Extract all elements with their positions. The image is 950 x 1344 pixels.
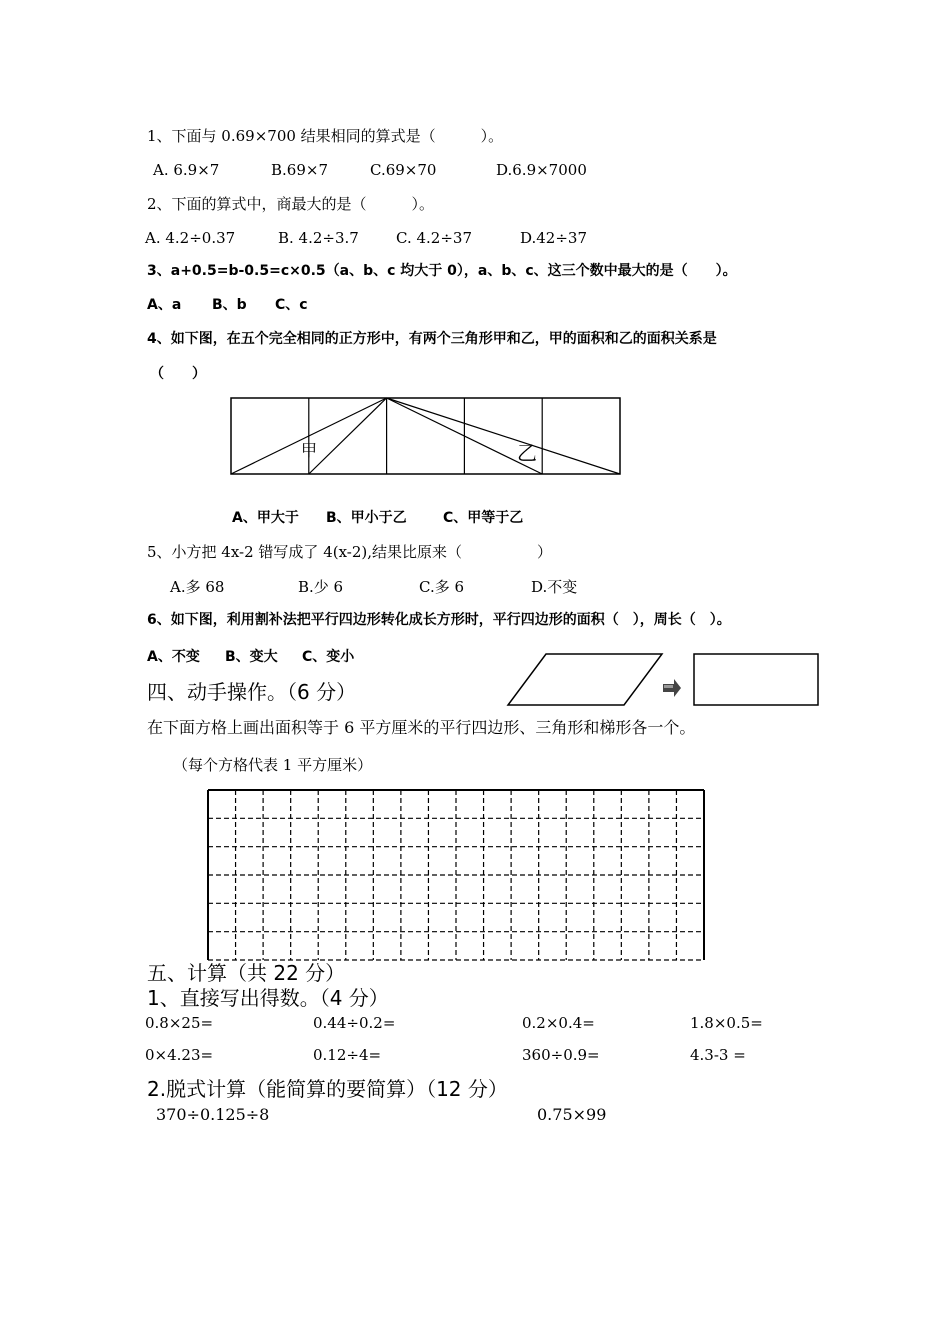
q1-option-c: C.69×70	[370, 161, 437, 179]
q3-option-a: A、a	[147, 297, 182, 313]
q2-option-d: D.42÷37	[520, 229, 588, 247]
q1-option-d: D.6.9×7000	[496, 161, 587, 179]
q5-option-c: C.多 6	[419, 578, 465, 596]
q5-option-b: B.少 6	[298, 578, 344, 596]
q4-answer-blank: （ ）	[150, 366, 206, 382]
q2-stem: 2、下面的算式中，商最大的是（ ）。	[147, 195, 435, 213]
q1-option-a: A. 6.9×7	[153, 161, 220, 179]
q6-option-b: B、变大	[225, 649, 278, 665]
section4-note: （每个方格代表 1 平方厘米）	[173, 756, 373, 774]
section4-instruction: 在下面方格上画出面积等于 6 平方厘米的平行四边形、三角形和梯形各一个。	[147, 718, 696, 737]
q1-option-b: B.69×7	[271, 161, 328, 179]
q3-stem: 3、a+0.5=b-0.5=c×0.5（a、b、c 均大于 0），a、b、c、这三个数中最大的是（ ）。	[147, 263, 737, 279]
section5-part2-title: 2.脱式计算（能简算的要简算）（12 分）	[147, 1077, 508, 1101]
section4-title: 四、动手操作。（6 分）	[147, 680, 357, 704]
expression-2: 0.75×99	[537, 1105, 607, 1124]
section5-part1-title: 1、直接写出得数。（4 分）	[147, 986, 389, 1010]
calc-item: 1.8×0.5=	[690, 1014, 763, 1032]
q5-option-d: D.不变	[531, 578, 578, 596]
q3-option-b: B、b	[212, 297, 247, 313]
calc-item: 360÷0.9=	[522, 1046, 600, 1064]
q5-stem: 5、小方把 4x-2 错写成了 4(x-2),结果比原来（ ）	[147, 543, 553, 561]
q3-option-c: C、c	[275, 297, 308, 313]
q6-stem: 6、如下图，利用割补法把平行四边形转化成长方形时，平行四边形的面积（ ），周长（ ）。	[147, 612, 731, 628]
q4-option-c: C、甲等于乙	[443, 510, 524, 526]
q4-label-jia: 甲	[301, 441, 318, 460]
q4-label-yi: 乙	[517, 441, 537, 465]
q4-stem: 4、如下图，在五个完全相同的正方形中，有两个三角形甲和乙，甲的面积和乙的面积关系是	[147, 331, 717, 347]
q2-option-a: A. 4.2÷0.37	[145, 229, 236, 247]
calc-item: 0.8×25=	[145, 1014, 214, 1032]
q5-option-a: A.多 68	[170, 578, 225, 596]
q2-option-b: B. 4.2÷3.7	[278, 229, 359, 247]
calc-item: 0×4.23=	[145, 1046, 214, 1064]
q1-stem: 1、下面与 0.69×700 结果相同的算式是（ ）。	[147, 127, 504, 145]
q2-option-c: C. 4.2÷37	[396, 229, 472, 247]
calc-item: 0.2×0.4=	[522, 1014, 595, 1032]
q4-option-a: A、甲大于	[232, 510, 299, 526]
expression-1: 370÷0.125÷8	[156, 1105, 270, 1124]
calc-item: 4.3-3 =	[690, 1046, 746, 1064]
calc-item: 0.12÷4=	[313, 1046, 382, 1064]
calc-item: 0.44÷0.2=	[313, 1014, 396, 1032]
q6-option-c: C、变小	[302, 649, 355, 665]
q6-option-a: A、不变	[147, 649, 200, 665]
q4-option-b: B、甲小于乙	[326, 510, 407, 526]
section5-title: 五、计算（共 22 分）	[147, 961, 346, 985]
